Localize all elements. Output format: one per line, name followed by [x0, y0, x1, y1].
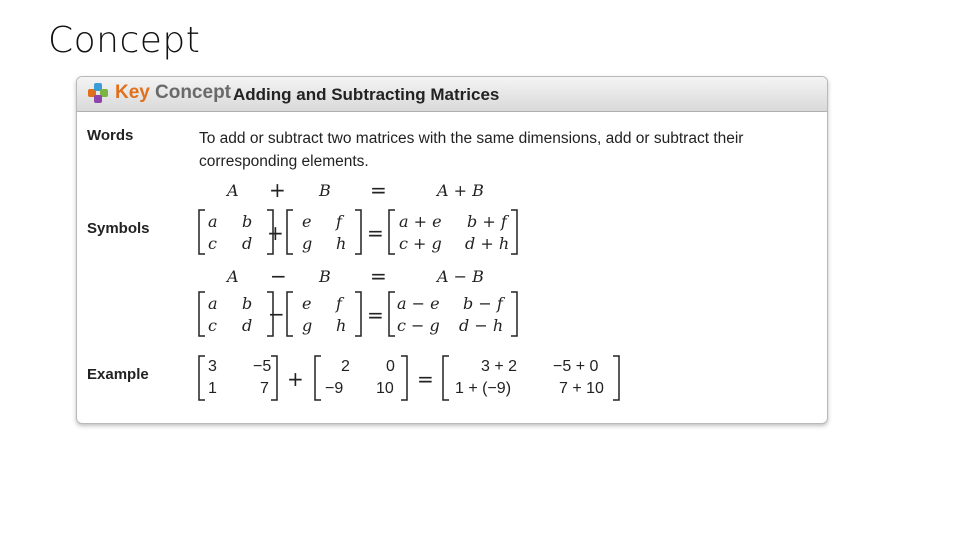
matrix-cell: h — [336, 316, 347, 335]
matrix-cell: 3 — [208, 358, 217, 375]
matrix-cell: c + g — [399, 234, 442, 253]
caption-b: B — [319, 267, 331, 286]
matrix-cell: a — [208, 212, 218, 231]
slide-title: Concept — [48, 20, 201, 61]
key-concept-card — [76, 76, 828, 424]
matrix-bracket-m2 — [285, 209, 363, 255]
matrix-cell: d + h — [465, 234, 510, 253]
matrix-cell: b — [242, 294, 253, 313]
matrix-cell: 10 — [376, 380, 394, 397]
matrix-cell: 3 + 2 — [481, 358, 518, 375]
matrix-cell: a − e — [397, 294, 440, 313]
matrix-cell: g — [302, 316, 313, 335]
matrix-cell: d − h — [459, 316, 504, 335]
matrix-cell: f — [336, 294, 342, 313]
words-text: To add or subtract two matrices with the same dimensions, add or subtract their corresponding elements. — [199, 130, 744, 170]
matrix-cell: a — [208, 294, 218, 313]
equals-operator: = — [417, 367, 434, 391]
words-label: Words — [87, 127, 134, 144]
matrix-cell: 2 — [341, 358, 350, 375]
matrix-cell: −9 — [325, 380, 344, 397]
matrix-cell: 1 + (−9) — [455, 380, 512, 397]
caption-a: A — [227, 267, 239, 286]
caption-b: B — [319, 181, 331, 200]
caption-a: A — [227, 181, 239, 200]
matrix-cell: b + f — [467, 212, 507, 231]
matrix-cell: 7 + 10 — [559, 380, 604, 397]
matrix-cell: −5 — [253, 358, 272, 375]
plus-operator: + — [287, 367, 304, 391]
example-label: Example — [87, 366, 149, 383]
matrix-cell: d — [242, 234, 253, 253]
caption-equals: = — [370, 264, 387, 288]
card-header — [77, 77, 827, 112]
matrix-cell: 0 — [386, 358, 395, 375]
matrix-cell: f — [336, 212, 342, 231]
equals-operator: = — [367, 303, 384, 327]
caption-minus: − — [270, 264, 287, 288]
matrix-cell: 7 — [260, 380, 269, 397]
matrix-cell: c − g — [397, 316, 440, 335]
matrix-cell: e — [302, 294, 312, 313]
caption-a-plus-b: A + B — [437, 181, 484, 200]
matrix-bracket-m2 — [285, 291, 363, 337]
matrix-cell: c — [208, 234, 217, 253]
matrix-cell: g — [302, 234, 313, 253]
matrix-cell: e — [302, 212, 312, 231]
matrix-cell: a + e — [399, 212, 442, 231]
caption-a-minus-b: A − B — [437, 267, 484, 286]
caption-plus: + — [269, 178, 286, 202]
key-concept-logo-icon — [87, 82, 109, 104]
matrix-cell: −5 + 0 — [553, 358, 599, 375]
equals-operator: = — [367, 221, 384, 245]
matrix-cell: d — [242, 316, 253, 335]
logo-key-text: Key — [115, 82, 150, 103]
logo-concept-text: Concept — [155, 82, 231, 103]
minus-operator: − — [268, 302, 285, 326]
matrix-cell: b — [242, 212, 253, 231]
symbols-label: Symbols — [87, 220, 150, 237]
caption-equals: = — [370, 178, 387, 202]
matrix-cell: h — [336, 234, 347, 253]
card-title: Adding and Subtracting Matrices — [233, 85, 500, 104]
matrix-cell: b − f — [463, 294, 503, 313]
matrix-cell: c — [208, 316, 217, 335]
matrix-cell: 1 — [208, 380, 217, 397]
plus-operator: + — [267, 221, 284, 245]
